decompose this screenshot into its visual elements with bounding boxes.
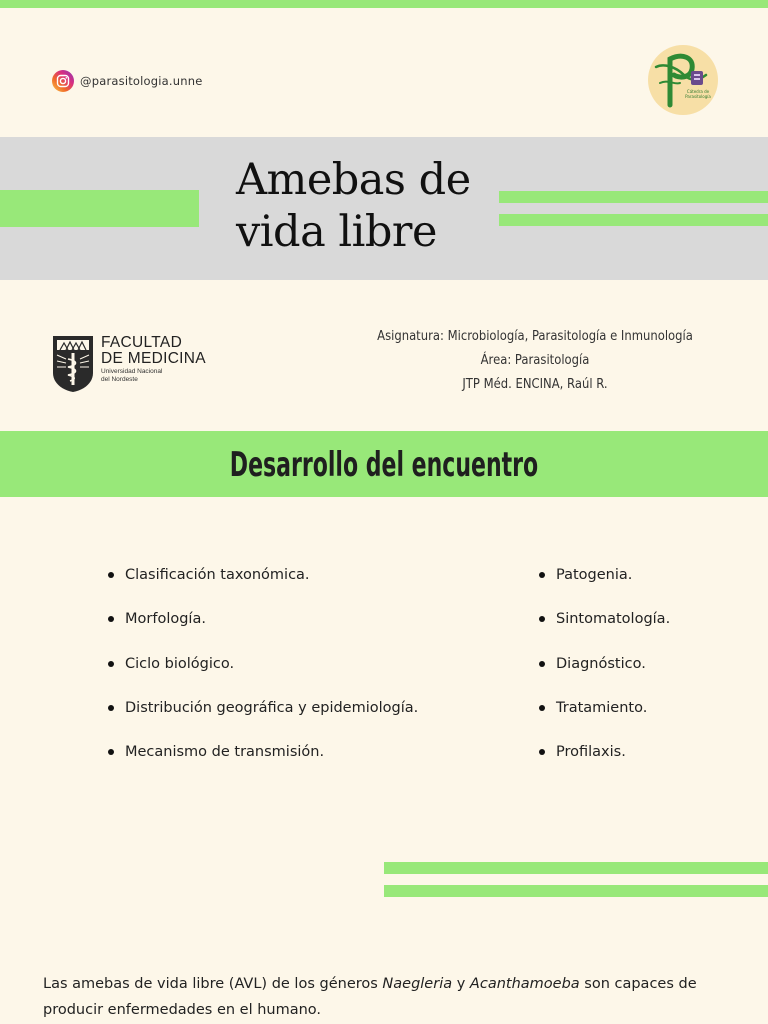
facultad-line2: DE MEDICINA	[101, 350, 206, 367]
page-title-line1: Amebas de	[236, 155, 471, 205]
title-accent-bar-right-top	[499, 191, 768, 203]
list-item: Morfología.	[108, 607, 418, 651]
list-item: Profilaxis.	[539, 740, 670, 784]
list-item: Diagnóstico.	[539, 652, 670, 696]
catedra-parasitologia-logo	[648, 45, 718, 115]
facultad-medicina-logo	[52, 335, 206, 393]
topics-list-left	[108, 563, 418, 784]
catedra-caption-line2: Parasitología	[685, 94, 711, 99]
bottom-accent-bar-top	[384, 862, 768, 874]
facultad-medicina-wordmark	[101, 335, 206, 384]
title-accent-bar-left	[0, 190, 199, 227]
facultad-medicina-shield-icon	[52, 335, 94, 393]
universidad-line2: del Nordeste	[101, 376, 138, 383]
catedra-caption-line1: Cátedra de	[686, 89, 710, 94]
genus-naegleria: Naegleria	[382, 976, 453, 992]
list-item: Clasificación taxonómica.	[108, 563, 418, 607]
topics-list-right	[539, 563, 670, 784]
facultad-line1: FACULTAD	[101, 334, 183, 351]
instagram-handle[interactable]	[52, 70, 203, 92]
list-item: Distribución geográfica y epidemiología.	[108, 696, 418, 740]
page-title	[236, 154, 496, 258]
list-item: Patogenia.	[539, 563, 670, 607]
bottom-accent-bar-bottom	[384, 885, 768, 897]
instagram-handle-text: @parasitologia.unne	[80, 74, 203, 88]
catedra-caption	[682, 89, 714, 99]
course-subject: Asignatura: Microbiología, Parasitología e Inmunología	[377, 328, 693, 344]
genus-acanthamoeba: Acanthamoeba	[469, 976, 580, 992]
page-title-line2: vida libre	[236, 207, 437, 257]
title-accent-bar-right-bottom	[499, 214, 768, 226]
intro-text-3: son capaces de producir enfermedades en el humano.	[43, 976, 697, 1018]
catedra-logo-graphic	[648, 45, 718, 115]
list-item: Mecanismo de transmisión.	[108, 740, 418, 784]
course-info	[367, 324, 702, 396]
list-item: Sintomatología.	[539, 607, 670, 651]
section-title: Desarrollo del encuentro	[229, 445, 539, 485]
intro-text-1: Las amebas de vida libre (AVL) de los géneros	[43, 976, 383, 992]
course-area: Área: Parasitología	[480, 352, 590, 368]
top-accent-strip	[0, 0, 768, 8]
list-item: Tratamiento.	[539, 696, 670, 740]
intro-text-2: y	[452, 976, 470, 992]
instagram-icon	[52, 70, 74, 92]
list-item: Ciclo biológico.	[108, 652, 418, 696]
universidad-line1: Universidad Nacional	[101, 368, 163, 375]
intro-paragraph	[43, 971, 743, 1023]
course-teacher: JTP Méd. ENCINA, Raúl R.	[462, 376, 608, 392]
